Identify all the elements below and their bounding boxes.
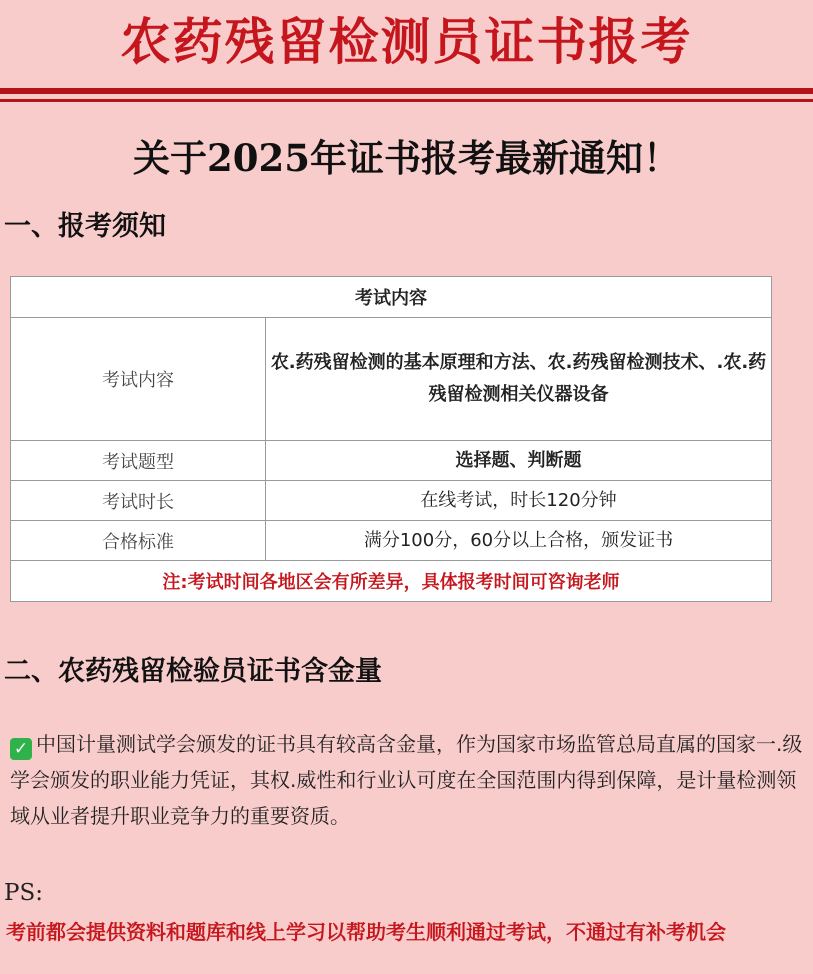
notice-title: 关于2025年证书报考最新通知！ (133, 136, 680, 180)
paragraph-text: 中国计量测试学会颁发的证书具有较高含金量，作为国家市场监管总局直属的国家一.级学会颁发的职业能力凭证，其权.威性和行业认可度在全国范围内得到保障，是计量检测领域从业者提升职业竞争力的重要资质。 (10, 732, 803, 828)
table-note-row (11, 561, 772, 602)
check-mark-icon: ✓ (10, 738, 32, 760)
section-heading-certificate-value: 二、农药残留检验员证书含金量 (4, 656, 382, 687)
banner (0, 0, 813, 76)
ps-label: PS: (4, 880, 43, 906)
table-row (11, 521, 772, 561)
row-value: 选择题、判断题 (266, 441, 772, 481)
row-label: 合格标准 (11, 521, 266, 561)
ps-text: 考前都会提供资料和题库和线上学习以帮助考生顺利通过考试，不通过有补考机会 (6, 920, 726, 944)
table-header: 考试内容 (11, 277, 772, 318)
certificate-value-paragraph (10, 726, 805, 834)
banner-title: 农药残留检测员证书报考 (120, 12, 693, 71)
row-label: 考试时长 (11, 481, 266, 521)
row-label: 考试内容 (11, 318, 266, 441)
banner-divider-thin (0, 99, 813, 102)
exam-info-table (10, 276, 772, 602)
table-note: 注:考试时间各地区会有所差异，具体报考时间可咨询老师 (11, 561, 772, 602)
banner-divider-thick (0, 88, 813, 94)
table-row (11, 441, 772, 481)
row-value: 满分100分，60分以上合格，颁发证书 (266, 521, 772, 561)
table-row (11, 318, 772, 441)
table-header-row (11, 277, 772, 318)
row-label: 考试题型 (11, 441, 266, 481)
table-row (11, 481, 772, 521)
section-heading-registration: 一、报考须知 (4, 211, 166, 242)
row-value: 农.药残留检测的基本原理和方法、农.药残留检测技术、.农.药残留检测相关仪器设备 (266, 318, 772, 441)
row-value: 在线考试，时长120分钟 (266, 481, 772, 521)
